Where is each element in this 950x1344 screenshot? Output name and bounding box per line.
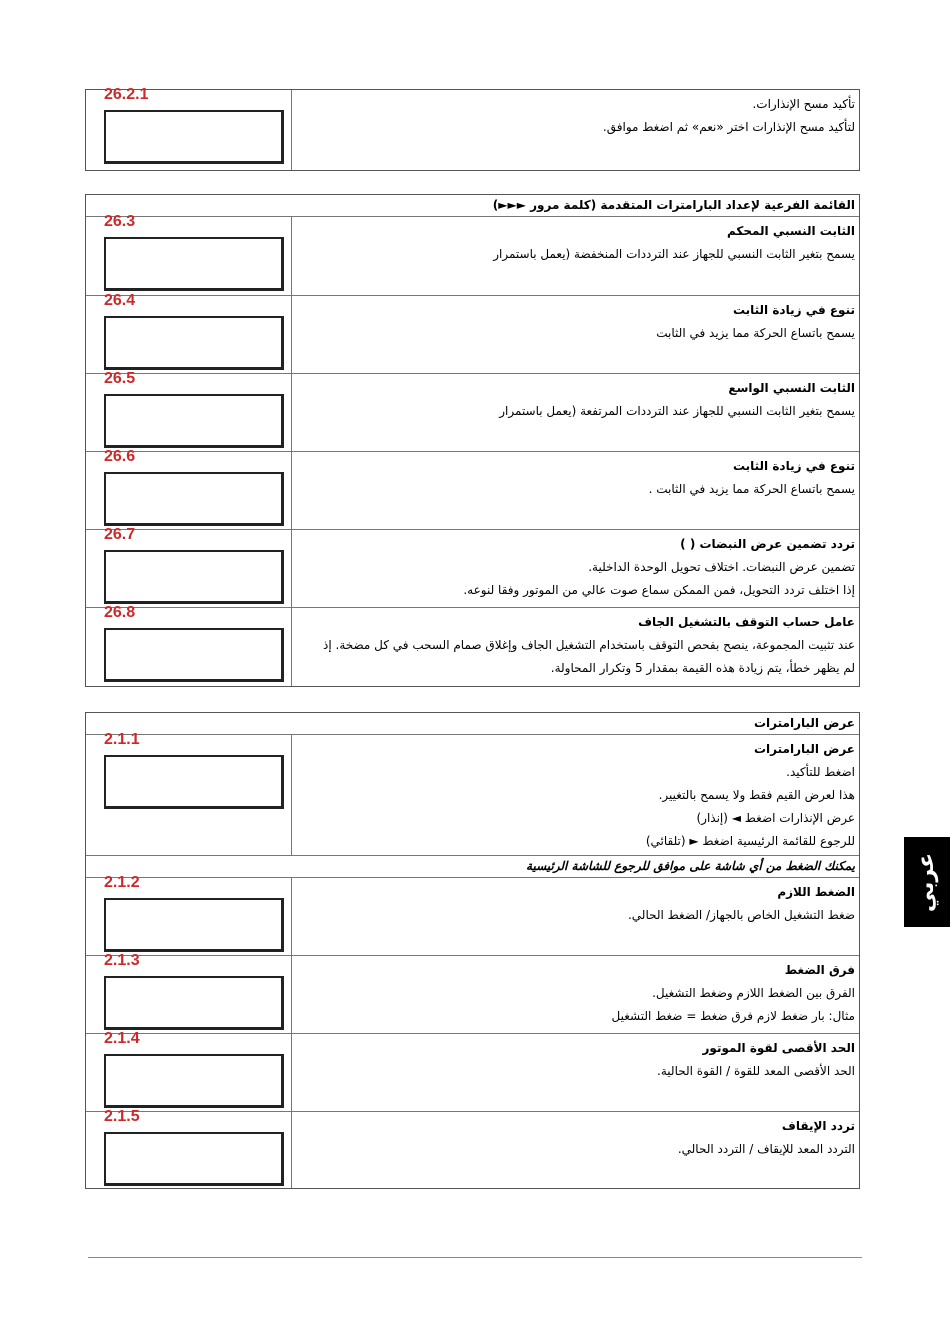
lcd-line — [106, 804, 281, 809]
param-code: 26.3 — [104, 213, 136, 230]
description-line: اضغط للتأكيد. — [786, 765, 855, 779]
lcd-screen — [104, 110, 284, 164]
lcd-cell — [86, 1108, 292, 1188]
param-code: 2.1.1 — [104, 731, 140, 748]
lcd-screen — [104, 976, 284, 1030]
param-code: 2.1.2 — [104, 874, 140, 891]
lcd-screen — [104, 898, 284, 952]
description-line: للرجوع للقائمة الرئيسية اضغط ► (تلقائي) — [645, 834, 855, 848]
lcd-cell — [86, 952, 292, 1033]
lcd-cell — [86, 526, 292, 607]
param-code: 26.5 — [104, 370, 136, 387]
param-code: 26.6 — [104, 448, 136, 465]
description-line: عند تثبيت المجموعة، ينصح بفحص التوقف باستخدام التشغيل الجاف وإغلاق صمام السحب في كل مضخة. إذ — [323, 638, 855, 652]
param-row — [86, 213, 859, 295]
lcd-line — [106, 159, 281, 164]
param-row — [86, 731, 859, 855]
description-line: التردد المعد للإيقاف / التردد الحالي. — [677, 1142, 855, 1156]
description-title: تردد تضمين عرض النبضات ( ) — [680, 537, 855, 551]
description-cell — [292, 296, 859, 373]
lcd-screen — [104, 316, 284, 370]
lcd-line — [106, 1181, 281, 1186]
description-cell — [292, 217, 859, 295]
description-title: تنوع في زيادة الثابت — [732, 459, 855, 473]
param-row — [86, 604, 859, 686]
description-cell — [292, 608, 859, 686]
lcd-screen — [104, 628, 284, 682]
param-row — [86, 448, 859, 529]
param-row — [86, 1108, 859, 1188]
language-tab — [904, 837, 950, 927]
lcd-screen — [104, 472, 284, 526]
description-title: تنوع في زيادة الثابت — [732, 303, 855, 317]
section-header: عرض البارامترات — [86, 713, 859, 735]
lcd-cell — [86, 370, 292, 451]
description-line: إذا اختلف تردد التحويل، فمن الممكن سماع صوت عالي من الموتور وفقا لنوعه. — [463, 583, 855, 597]
lcd-cell — [86, 731, 292, 855]
lcd-cell — [86, 1030, 292, 1111]
description-title: الثابت النسبي الواسع — [728, 381, 855, 395]
description-line: الحد الأقصى المعد للقوة / القوة الحالية. — [657, 1064, 855, 1078]
lcd-cell — [86, 448, 292, 529]
description-line: يسمح بتغير الثابت النسبي للجهاز عند الترددات المنخفضة (يعمل باستمرار — [493, 247, 855, 261]
param-row — [86, 874, 859, 955]
param-row — [86, 86, 859, 170]
section-note: يمكنك الضغط من أي شاشة على موافق للرجوع للشاشة الرئيسية — [86, 855, 859, 877]
param-row — [86, 370, 859, 451]
description-title: فرق الضغط — [784, 963, 855, 977]
description-line: تأكيد مسح الإنذارات. — [752, 97, 855, 111]
param-row — [86, 1030, 859, 1111]
description-cell — [292, 878, 859, 955]
language-tab-label: عربي — [914, 852, 940, 912]
param-code: 26.7 — [104, 526, 136, 543]
param-row — [86, 952, 859, 1033]
description-title: الثابت النسبي المحكم — [726, 224, 855, 238]
param-row — [86, 526, 859, 607]
param-code: 2.1.4 — [104, 1030, 140, 1047]
description-cell — [292, 90, 859, 170]
lcd-screen — [104, 394, 284, 448]
description-title: الحد الأقصى لقوة الموتور — [702, 1041, 855, 1055]
description-line: يسمح بتغير الثابت النسبي للجهاز عند الترددات المرتفعة (يعمل باستمرار — [499, 404, 855, 418]
description-title: الضغط اللازم — [777, 885, 855, 899]
description-title: عرض البارامترات — [754, 742, 855, 756]
param-code: 2.1.3 — [104, 952, 140, 969]
lcd-cell — [86, 604, 292, 686]
param-code: 26.8 — [104, 604, 136, 621]
lcd-screen — [104, 1054, 284, 1108]
description-line: تضمين عرض النبضات. اختلاف تحويل الوحدة الداخلية. — [588, 560, 855, 574]
description-cell — [292, 374, 859, 451]
description-cell — [292, 1034, 859, 1111]
description-line: ضغط التشغيل الخاص بالجهاز/ الضغط الحالي. — [627, 908, 855, 922]
lcd-screen — [104, 550, 284, 604]
description-title: تردد الإيقاف — [781, 1119, 855, 1133]
param-code: 26.2.1 — [104, 86, 149, 103]
lcd-cell — [86, 874, 292, 955]
lcd-line — [106, 286, 281, 291]
description-cell — [292, 1112, 859, 1188]
lcd-screen — [104, 237, 284, 291]
description-line: هذا لعرض القيم فقط ولا يسمح بالتغيير. — [658, 788, 855, 802]
lcd-line — [106, 677, 281, 682]
param-code: 26.4 — [104, 292, 136, 309]
footer-divider — [88, 1257, 862, 1258]
view-settings-table — [85, 712, 860, 1189]
section-header: القائمة الفرعية لإعداد البارامترات المتقدمة (كلمة مرور ►►►) — [86, 195, 859, 217]
description-cell — [292, 530, 859, 607]
description-line: الفرق بين الضغط اللازم وضغط التشغيل. — [652, 986, 855, 1000]
description-line: لتأكيد مسح الإنذارات اختر «نعم» ثم اضغط موافق. — [602, 120, 855, 134]
description-line: لم يظهر خطأ، يتم زيادة هذه القيمة بمقدار 5 وتكرار المحاولة. — [550, 661, 855, 675]
param-code: 2.1.5 — [104, 1108, 140, 1125]
description-cell — [292, 735, 859, 855]
lcd-cell — [86, 292, 292, 373]
lcd-cell — [86, 86, 292, 170]
description-title: عامل حساب التوقف بالتشغيل الجاف — [638, 615, 855, 629]
description-cell — [292, 956, 859, 1033]
advanced-settings-table — [85, 194, 860, 687]
lcd-screen — [104, 755, 284, 809]
description-cell — [292, 452, 859, 529]
lcd-screen — [104, 1132, 284, 1186]
param-row — [86, 292, 859, 373]
description-line: عرض الإنذارات اضغط ◄ (إنذار) — [696, 811, 855, 825]
description-line: يسمح باتساع الحركة مما يزيد في الثابت . — [648, 482, 855, 496]
confirm-table — [85, 86, 860, 171]
lcd-cell — [86, 213, 292, 295]
description-line: يسمح باتساع الحركة مما يزيد في الثابت — [656, 326, 855, 340]
description-line: مثال: بار ضغط لازم فرق ضغط = ضغط التشغيل — [611, 1009, 855, 1023]
